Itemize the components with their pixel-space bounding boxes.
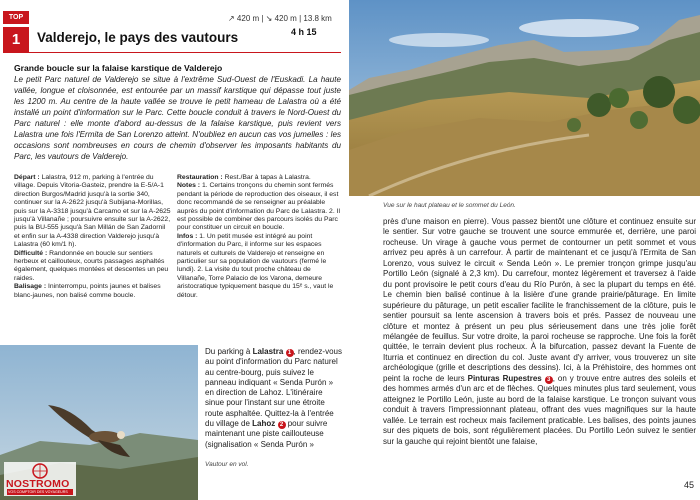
restauration-text: Rest./Bar à tapas à Lalastra. (224, 174, 311, 181)
body-text-left (205, 347, 342, 450)
depart-label: Départ : (14, 174, 40, 181)
depart-text: Lalastra, 912 m, parking à l'entrée du village. Depuis Vitoria-Gasteiz, prendre la E-5/A-1 direction Burgos/Madrid jusqu'à la sortie 340, continuer sur la A-2622 jusqu'à Subijana-Morillas, puis sur la A-3318 jusqu'à Carcamo et sur la A-2625 jusqu'à Villanañe ; poursuivre ensuite sur la A-2622, puis la BU-555 jusqu'à San Millán de San Zadornil et enfin sur la A-4338 direction Valderejo jusqu'à Lalastra (60 km/1 h). (14, 174, 171, 249)
route-duration: 4 h 15 (291, 27, 317, 37)
notes-label: Notes : (177, 182, 201, 190)
intro-text: Le petit Parc naturel de Valderejo se situe à l'extrême Sud-Ouest de l'Euskadi. La haute vallée, longue et cloisonnée, est entourée par un massif karstique qui dépasse tout juste les 1200 m. Au centre de la haute vallée se trouve le petit hameau de Lalastra où a été installé un point d'information sur le Parc. Cette boucle conduit à travers le Nord-Ouest du Parc naturel : elle monte d'abord au-dessus de la falaise karstique, puis revient vers Lalastra une fois l'Ermita de San Lorenzo atteint. N'oubliez en aucun cas vos jumelles : les occasions sont nombreuses en cours de chemin d'observer les imposants habitants du Parc, les vautours de Valderejo. (14, 75, 341, 161)
body-left-part3: pour suivre maintenant une piste caillouteuse (signalisation « Senda Purón » (205, 419, 328, 449)
route-number: 1 (3, 27, 29, 52)
waypoint-marker-1: 1 (286, 349, 294, 357)
difficulte-text: Randonnée en boucle sur sentiers herbeux et caillouteux, courts passages asphaltés également, quelques montées et descentes un peu raides. (14, 249, 169, 282)
place-lahoz: Lahoz (252, 419, 276, 429)
page-number: 45 (684, 480, 695, 490)
body-right-part2: , on y trouve entre autres des soleils et des hommes armés d'un arc et de flèches. Quelques minutes plus tard seulement, vous atteignez le Portillo León, juste au bord de la falaise karstique. Le tronçon suivant vous conduit à travers l'impressionnant plateau, offrant des vues magnifiques sur la haute vallée. Le terrain est rocheux mais facilement praticable. Les balises, des points jaunes sur des piquets de bois, sont régulièrement placées. Du Portillo León suivez le sentier sur la gauche qui rejoint bientôt une falaise, (383, 373, 696, 446)
page-title: Valderejo, le pays des vautours (37, 30, 239, 45)
waypoint-marker-3: 3 (545, 376, 553, 384)
practical-info-left (14, 174, 172, 300)
top-badge: TOP (3, 11, 29, 24)
place-pinturas-rupestres: Pinturas Rupestres (467, 373, 542, 383)
body-text-right (383, 217, 696, 447)
title-divider (3, 52, 341, 53)
waypoint-marker-2: 2 (278, 421, 286, 429)
restauration-label: Restauration : (177, 174, 223, 181)
place-lalastra: Lalastra (252, 347, 284, 356)
infos-text: 1. Un petit musée est intégré au point d'information du Parc, il informe sur les espaces naturels et culturels de Valderejo et renseigne en particulier sur sa population de vautours (fermé le lundi). 2. La visite du tout proche château de Villanañe, Torre Palacio de los Varona, demeure aristocratique typiquement basque du 15ᵉ s., vaut le détour. (177, 232, 334, 299)
notes-text: 1. Certains tronçons du chemin sont fermés pendant la période de reproduction des oiseaux, il est donc recommandé de se renseigner au préalable auprès du point d'information du Parc de Lalastra. 2. Il est possible de combiner des parcours isolés du Parc pour constituer un circuit en boucle. (177, 182, 341, 232)
landscape-caption: Vue sur le haut plateau et le sommet du León. (383, 202, 516, 209)
route-stats: ↗ 420 m | ↘ 420 m | 13.8 km (228, 14, 332, 23)
balisage-text: Ininterrompu, points jaunes et balises blanc-jaunes, non balisé comme boucle. (14, 283, 161, 299)
infos-label: Infos : (177, 232, 198, 240)
balisage-label: Balisage : (14, 283, 47, 291)
intro-subtitle: Grande boucle sur la falaise karstique de Valderejo (14, 63, 223, 73)
practical-info-right (177, 174, 341, 300)
difficulte-label: Difficulté : (14, 249, 48, 257)
body-left-part2: , rendez-vous au point d'information du Parc naturel au centre-bourg, puis suivez le panneau indiquant « Senda Purón » en direction de Lahoz. L'itinéraire sinue pour l'instant sur une étroite route asphaltée. Quittez-la à l'entrée du village de (205, 347, 342, 429)
body-right-part1: près d'une maison en pierre). Vous passez bientôt une clôture et continuez ensuite sur le sentier. Sur votre gauche se trouvent une source emmurée et, derrière, une paroi rocheuse. Un virage à gauche vous permet de contourner un petit sommet et vous arrivez peu après à un carrefour. À partir de maintenant et ce jusqu'à l'Ermita de San Lorenzo, vous suivez le circuit « Senda León ». Le premier tronçon grimpe jusqu'au Portillo León (signalé à 2,3 km). Du carrefour, montez légèrement et traversez à l'aide du pont provisoire le petit cours d'eau du Río Purón, à sec la plupart du temps en été. Le chemin bien balisé continue à la lisière d'une grande prairie/pâturage. En limite supérieure du pâturage, un petit escalier facilite le franchissement de la clôture, puis le sentier poursuit sa lente ascension à travers bois et prés. Passez de nouveau une clôture et montez à présent un peu plus sérieusement dans une très jolie forêt mélangée de feuillus. Sur votre droite, la paroi rocheuse se rapproche. Une fois la forêt quittée, le terrain devient plus rocheux. À la bifurcation, passez devant la Fuente de Iturria et continuez en direction du col. Juste avant d'y arriver, vous trouverez un site archéologique (grille et descriptions des dessins). Ici, à la Préhistoire, des hommes ont peint la roche de leurs (383, 217, 696, 383)
logo-tagline: VOS COMPTOIR DES VOYAGEURS (8, 490, 68, 494)
vulture-caption: Vautour en vol. (205, 461, 249, 468)
body-left-part1: Du parking à (205, 347, 253, 356)
logo-name: NOSTROMO (6, 478, 70, 490)
landscape-photo (349, 0, 700, 196)
